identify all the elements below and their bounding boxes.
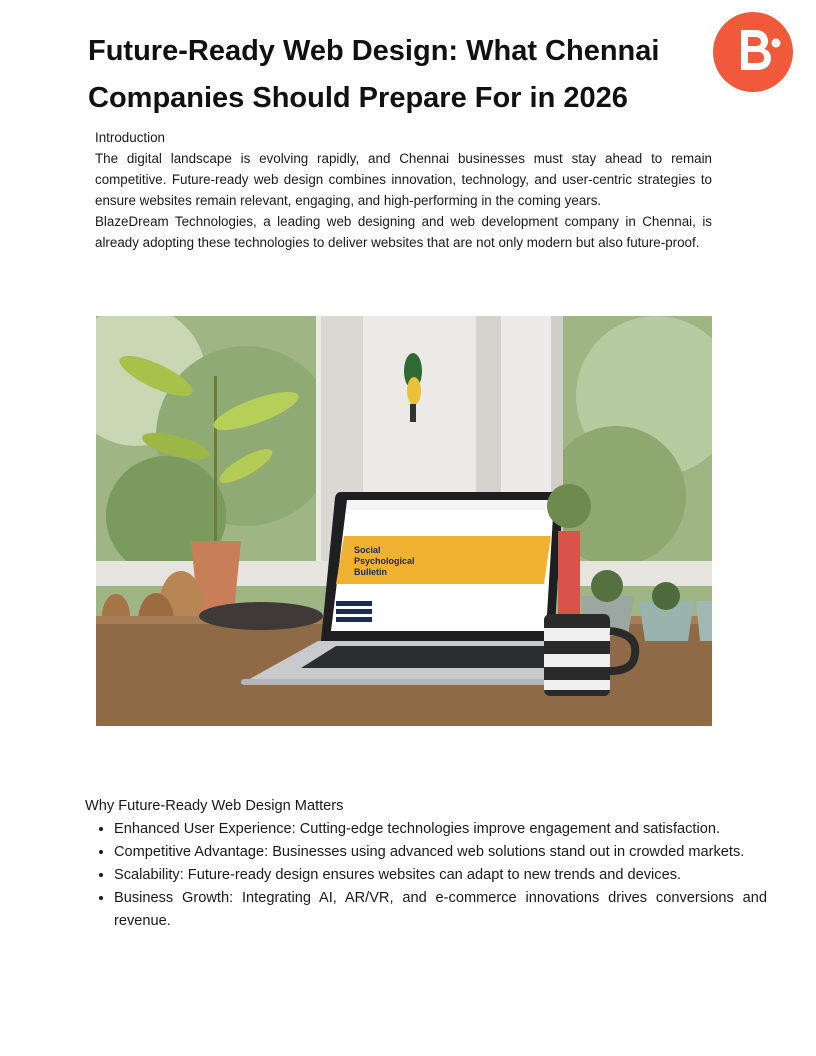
benefits-list bbox=[85, 818, 767, 933]
why-section bbox=[85, 795, 767, 933]
intro-section bbox=[95, 127, 712, 253]
list-item: • Enhanced User Experience: Cutting-edge technologies improve engagement and satisfaction. bbox=[114, 818, 767, 841]
intro-paragraph: BlazeDream Technologies, a leading web designing and web development company in Chennai, is already adopting these technologies to deliver websites that are not only modern but also future-proof. bbox=[95, 214, 712, 250]
list-item: • Scalability: Future-ready design ensures websites can adapt to new trends and devices. bbox=[114, 864, 767, 887]
screen-title-line: Social bbox=[354, 545, 381, 555]
list-item: • Business Growth: Integrating AI, AR/VR, and e-commerce innovations drives conversions and revenue. bbox=[114, 887, 767, 933]
page-title: Future-Ready Web Design: What Chennai Companies Should Prepare For in 2026 bbox=[88, 35, 660, 114]
list-item: • Competitive Advantage: Businesses using advanced web solutions stand out in crowded markets. bbox=[114, 841, 767, 864]
intro-heading: Introduction bbox=[95, 130, 165, 145]
logo-mark-icon bbox=[713, 12, 793, 92]
company-logo bbox=[713, 12, 793, 92]
section-heading: Why Future-Ready Web Design Matters bbox=[85, 798, 344, 814]
laptop-photo bbox=[96, 316, 712, 726]
laptop-scene-illustration bbox=[96, 316, 712, 726]
intro-paragraph: The digital landscape is evolving rapidly, and Chennai businesses must stay ahead to remain competitive. Future-ready web design combines innovation, technology, and user-centric strategies to ensure websites remain relevant, engaging, and high-performing in the coming years. bbox=[95, 151, 712, 208]
screen-title-line: Psychological bbox=[354, 556, 415, 566]
screen-title-line: Bulletin bbox=[354, 567, 387, 577]
